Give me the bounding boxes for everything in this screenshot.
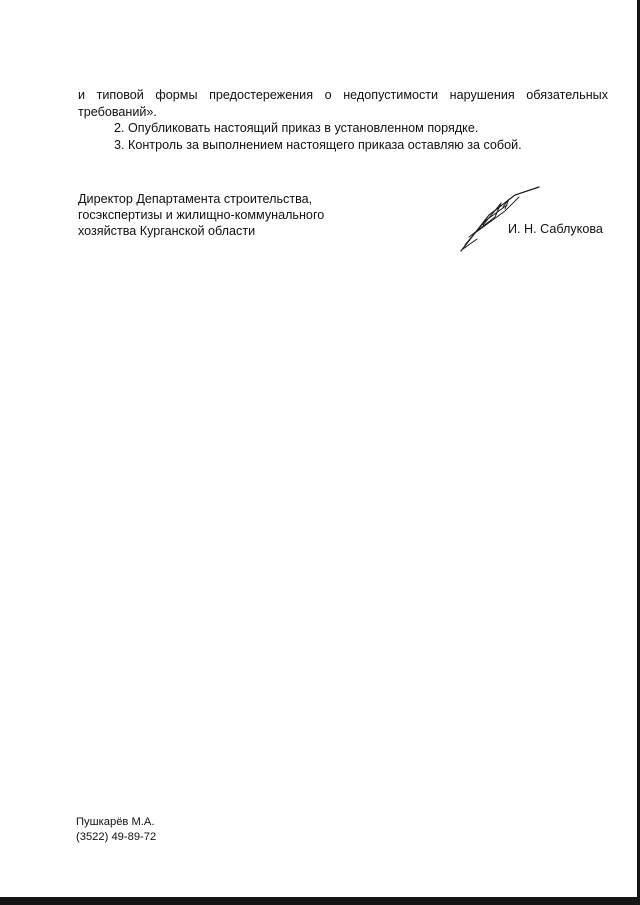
order-item-3: 3. Контроль за выполнением настоящего приказа оставляю за собой.	[114, 137, 522, 152]
position-line-1: Директор Департамента строительства,	[78, 192, 313, 206]
executor-name: Пушкарёв М.А.	[76, 816, 155, 828]
signatory-position	[78, 191, 348, 240]
scan-edge-bottom	[0, 897, 640, 905]
executor-info	[76, 815, 156, 845]
signatory-name: И. Н. Саблукова	[508, 222, 603, 236]
handwritten-signature	[455, 185, 547, 255]
order-item-2: 2. Опубликовать настоящий приказ в установленном порядке.	[114, 121, 479, 135]
executor-phone: (3522) 49-89-72	[76, 831, 157, 843]
paragraph-continuation: и типовой формы предостережения о недопустимости нарушения обязательных требований».	[78, 88, 608, 119]
document-body	[78, 87, 608, 153]
position-line-2: госэкспертизы и жилищно-коммунального	[78, 208, 325, 223]
position-line-3: хозяйства Курганской области	[78, 224, 256, 239]
